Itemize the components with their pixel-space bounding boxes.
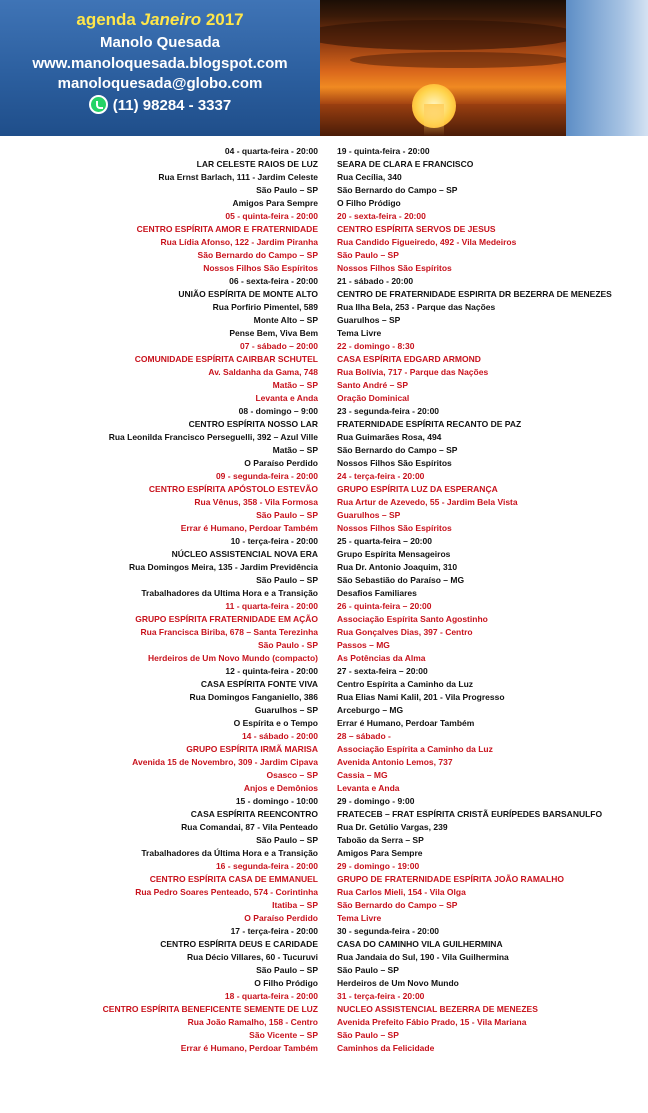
agenda-left-cell: 15 - domingo - 10:00	[235, 796, 318, 806]
agenda-left-cell: Av. Saldanha da Gama, 748	[208, 367, 318, 377]
agenda-right-cell: Rua Candido Figueiredo, 492 - Vila Medeiros	[337, 237, 517, 247]
agenda-right-cell: Cassia – MG	[337, 770, 388, 780]
agenda-left-cell: Matão – SP	[272, 380, 318, 390]
agenda-right-cell: Amigos Para Sempre	[337, 848, 423, 858]
agenda-right-cell: GRUPO DE FRATERNIDADE ESPÍRITA JOÃO RAMALHO	[337, 874, 564, 884]
agenda-row	[0, 990, 648, 1003]
agenda-left-cell: 17 - terça-feira - 20:00	[230, 926, 318, 936]
phone-line	[0, 95, 320, 114]
agenda-right-cell: São Paulo – SP	[337, 965, 399, 975]
agenda-left-cell: UNIÃO ESPÍRITA DE MONTE ALTO	[178, 289, 318, 299]
agenda-right-cell: Guarulhos – SP	[337, 510, 401, 520]
agenda-right-cell: Rua Guimarães Rosa, 494	[337, 432, 442, 442]
agenda-row	[0, 899, 648, 912]
agenda-row	[0, 366, 648, 379]
agenda-row	[0, 912, 648, 925]
agenda-row	[0, 509, 648, 522]
cloud-shape	[320, 20, 566, 50]
agenda-right-cell: Rua Jandaia do Sul, 190 - Vila Guilhermina	[337, 952, 509, 962]
agenda-right-cell: 29 - domingo - 19:00	[337, 861, 420, 871]
agenda-right-cell: Santo André – SP	[337, 380, 409, 390]
agenda-row	[0, 964, 648, 977]
agenda-row	[0, 314, 648, 327]
agenda-row	[0, 327, 648, 340]
agenda-row	[0, 171, 648, 184]
agenda-row	[0, 535, 648, 548]
agenda-row	[0, 678, 648, 691]
agenda-right-cell: Oração Dominical	[337, 393, 410, 403]
blog-url-link[interactable]: www.manoloquesada.blogspot.com	[32, 55, 288, 72]
agenda-row	[0, 665, 648, 678]
agenda-row	[0, 288, 648, 301]
agenda-row	[0, 795, 648, 808]
agenda-left-cell: Guarulhos – SP	[254, 705, 318, 715]
header-title	[0, 10, 320, 30]
agenda-row	[0, 561, 648, 574]
agenda-left-cell: São Paulo – SP	[256, 835, 318, 845]
agenda-right-cell: 21 - sábado - 20:00	[337, 276, 414, 286]
agenda-right-cell: Rua Dr. Antonio Joaquim, 310	[337, 562, 458, 572]
agenda-row	[0, 457, 648, 470]
agenda-row	[0, 353, 648, 366]
agenda-row	[0, 587, 648, 600]
agenda-row	[0, 704, 648, 717]
agenda-right-cell: Nossos Filhos São Espíritos	[337, 523, 452, 533]
agenda-left-cell: Levanta e Anda	[255, 393, 318, 403]
agenda-left-cell: 12 - quinta-feira - 20:00	[225, 666, 318, 676]
agenda-right-cell: Centro Espírita a Caminho da Luz	[337, 679, 474, 689]
agenda-left-cell: O Paraíso Perdido	[244, 458, 318, 468]
whatsapp-icon	[89, 95, 108, 114]
agenda-right-cell: São Sebastião do Paraíso – MG	[337, 575, 465, 585]
agenda-right-cell: Rua Bolívia, 717 - Parque das Nações	[337, 367, 489, 377]
agenda-row	[0, 769, 648, 782]
agenda-right-cell: Rua Cecília, 340	[337, 172, 402, 182]
agenda-row	[0, 431, 648, 444]
agenda-left-cell: LAR CELESTE RAIOS DE LUZ	[196, 159, 318, 169]
sunset-photo	[320, 0, 566, 136]
agenda-left-cell: CASA ESPÍRITA REENCONTRO	[190, 809, 318, 819]
sun-reflection	[424, 104, 444, 136]
agenda-row	[0, 808, 648, 821]
agenda-row	[0, 756, 648, 769]
agenda-right-cell: Errar é Humano, Perdoar Também	[337, 718, 475, 728]
agenda-row	[0, 1003, 648, 1016]
agenda-left-cell: CENTRO ESPÍRITA APÓSTOLO ESTEVÃO	[148, 484, 318, 494]
agenda-right-cell: Associação Espírita a Caminho da Luz	[337, 744, 493, 754]
agenda-right-cell: 30 - segunda-feira - 20:00	[337, 926, 440, 936]
agenda-left-cell: Rua João Ramalho, 158 - Centro	[187, 1017, 318, 1027]
agenda-left-cell: Rua Domingos Meira, 135 - Jardim Previdência	[129, 562, 318, 572]
agenda-left-cell: São Paulo – SP	[256, 510, 318, 520]
agenda-row	[0, 249, 648, 262]
agenda-left-cell: CENTRO ESPÍRITA BENEFICENTE SEMENTE DE LUZ	[102, 1004, 318, 1014]
agenda-left-cell: Trabalhadores da Última Hora e a Transição	[141, 848, 318, 858]
agenda-right-cell: 22 - domingo - 8:30	[337, 341, 415, 351]
agenda-right-cell: São Paulo – SP	[337, 250, 399, 260]
agenda-right-cell: 29 - domingo - 9:00	[337, 796, 415, 806]
agenda-left-cell: 09 - segunda-feira - 20:00	[215, 471, 318, 481]
agenda-left-cell: Matão – SP	[272, 445, 318, 455]
agenda-right-cell: As Potências da Alma	[337, 653, 426, 663]
agenda-row	[0, 639, 648, 652]
agenda-left-cell: O Filho Pródigo	[254, 978, 318, 988]
agenda-row	[0, 626, 648, 639]
agenda-left-cell: Itatiba – SP	[272, 900, 318, 910]
agenda-row	[0, 691, 648, 704]
agenda-row	[0, 860, 648, 873]
agenda-row	[0, 236, 648, 249]
agenda-left-cell: São Bernardo do Campo – SP	[197, 250, 318, 260]
agenda-right-cell: Rua Carlos Mieli, 154 - Vila Olga	[337, 887, 466, 897]
agenda-row	[0, 548, 648, 561]
agenda-right-cell: Tema Livre	[337, 328, 382, 338]
agenda-left-cell: Rua Francisca Biriba, 678 – Santa Terezinha	[140, 627, 318, 637]
agenda-row	[0, 743, 648, 756]
agenda-right-cell: Rua Ilha Bela, 253 - Parque das Nações	[337, 302, 496, 312]
agenda-row	[0, 522, 648, 535]
agenda-left-cell: Herdeiros de Um Novo Mundo (compacto)	[147, 653, 318, 663]
agenda-right-cell: 24 - terça-feira - 20:00	[337, 471, 425, 481]
agenda-row	[0, 873, 648, 886]
agenda-left-cell: 05 - quinta-feira - 20:00	[225, 211, 318, 221]
agenda-left-cell: Errar é Humano, Perdoar Também	[180, 523, 318, 533]
agenda-right-cell: Taboão da Serra – SP	[337, 835, 424, 845]
agenda-row	[0, 1016, 648, 1029]
agenda-row	[0, 496, 648, 509]
agenda-row	[0, 301, 648, 314]
agenda-row	[0, 145, 648, 158]
agenda-right-cell: FRATECEB – FRAT ESPÍRITA CRISTÃ EURÍPEDES BARSANULFO	[337, 809, 603, 819]
agenda-left-cell: GRUPO ESPÍRITA FRATERNIDADE EM AÇÃO	[135, 614, 318, 624]
agenda-right-cell: São Bernardo do Campo – SP	[337, 445, 458, 455]
agenda-right-cell: Rua Dr. Getúlio Vargas, 239	[337, 822, 448, 832]
agenda-right-cell: Passos – MG	[337, 640, 390, 650]
agenda-right-cell: 28 – sábado -	[337, 731, 391, 741]
agenda-row	[0, 262, 648, 275]
header-sky-panel	[566, 0, 648, 136]
agenda-left-cell: Rua Vênus, 358 - Vila Formosa	[194, 497, 318, 507]
agenda-row	[0, 405, 648, 418]
agenda-left-cell: 10 - terça-feira - 20:00	[230, 536, 318, 546]
agenda-right-cell: Nossos Filhos São Espíritos	[337, 263, 452, 273]
agenda-left-cell: Rua Lídia Afonso, 122 - Jardim Piranha	[160, 237, 318, 247]
phone-number: (11) 98284 - 3337	[112, 97, 232, 114]
agenda-row	[0, 652, 648, 665]
agenda-row	[0, 730, 648, 743]
agenda-row	[0, 158, 648, 171]
agenda-left-cell: Monte Alto – SP	[253, 315, 318, 325]
agenda-left-cell: 08 - domingo – 9:00	[238, 406, 318, 416]
agenda-right-cell: Grupo Espírita Mensageiros	[337, 549, 451, 559]
agenda-right-cell: 20 - sexta-feira - 20:00	[337, 211, 426, 221]
agenda-left-cell: CENTRO ESPÍRITA NOSSO LAR	[188, 419, 318, 429]
agenda-right-cell: Avenida Antonio Lemos, 737	[337, 757, 453, 767]
agenda-left-cell: 14 - sábado - 20:00	[241, 731, 318, 741]
agenda-left-cell: CENTRO ESPÍRITA AMOR E FRATERNIDADE	[136, 224, 318, 234]
title-month: Janeiro	[140, 10, 202, 29]
agenda-right-cell: Guarulhos – SP	[337, 315, 401, 325]
agenda-left-cell: Rua Pedro Soares Penteado, 574 - Corintinha	[135, 887, 318, 897]
agenda-row	[0, 574, 648, 587]
agenda-row	[0, 613, 648, 626]
agenda-row	[0, 483, 648, 496]
agenda-left-cell: São Paulo - SP	[258, 640, 318, 650]
agenda-left-cell: Rua Comandai, 87 - Vila Penteado	[181, 822, 318, 832]
agenda-left-cell: Amigos Para Sempre	[232, 198, 318, 208]
agenda-row	[0, 886, 648, 899]
agenda-left-cell: 07 - sábado – 20:00	[240, 341, 318, 351]
agenda-left-cell: CENTRO ESPÍRITA CASA DE EMMANUEL	[149, 874, 318, 884]
agenda-left-cell: Rua Ernst Barlach, 111 - Jardim Celeste	[158, 172, 318, 182]
agenda-right-cell: CASA ESPÍRITA EDGARD ARMOND	[337, 354, 481, 364]
agenda-right-cell: Rua Gonçalves Dias, 397 - Centro	[337, 627, 473, 637]
agenda-right-cell: 27 - sexta-feira – 20:00	[337, 666, 428, 676]
agenda-left-cell: 16 - segunda-feira - 20:00	[215, 861, 318, 871]
agenda-row	[0, 392, 648, 405]
agenda-right-cell: Desafios Familiares	[337, 588, 417, 598]
agenda-left-cell: Errar é Humano, Perdoar Também	[180, 1043, 318, 1053]
header-banner	[0, 0, 648, 136]
agenda-right-cell: Arceburgo – MG	[337, 705, 404, 715]
agenda-row	[0, 847, 648, 860]
agenda-right-cell: CASA DO CAMINHO VILA GUILHERMINA	[337, 939, 503, 949]
agenda-left-cell: Rua Porfirio Pimentel, 589	[212, 302, 318, 312]
agenda-row	[0, 210, 648, 223]
agenda-row	[0, 925, 648, 938]
agenda-row	[0, 717, 648, 730]
agenda-row	[0, 197, 648, 210]
agenda-row	[0, 977, 648, 990]
agenda-left-cell: Avenida 15 de Novembro, 309 - Jardim Cipava	[132, 757, 318, 767]
agenda-left-cell: O Paraíso Perdido	[244, 913, 318, 923]
agenda-left-cell: CASA ESPÍRITA FONTE VIVA	[200, 679, 318, 689]
agenda-row	[0, 821, 648, 834]
agenda-left-cell: São Paulo – SP	[256, 965, 318, 975]
agenda-right-cell: 31 - terça-feira - 20:00	[337, 991, 425, 1001]
author-name: Manolo Quesada	[99, 34, 221, 51]
agenda-left-cell: Rua Leonilda Francisco Perseguelli, 392 – Azul Ville	[108, 432, 318, 442]
agenda-left-cell: Rua Décio Villares, 60 - Tucuruvi	[186, 952, 318, 962]
agenda-left-cell: 11 - quarta-feira - 20:00	[225, 601, 318, 611]
agenda-right-cell: Rua Artur de Azevedo, 55 - Jardim Bela Vista	[337, 497, 518, 507]
agenda-row	[0, 340, 648, 353]
agenda-right-cell: NUCLEO ASSISTENCIAL BEZERRA DE MENEZES	[337, 1004, 538, 1014]
agenda-right-cell: SEARA DE CLARA E FRANCISCO	[337, 159, 474, 169]
agenda-right-cell: Nossos Filhos São Espíritos	[337, 458, 452, 468]
agenda-row	[0, 470, 648, 483]
agenda-left-cell: 18 - quarta-feira - 20:00	[224, 991, 318, 1001]
agenda-row	[0, 951, 648, 964]
agenda-right-cell: 26 - quinta-feira – 20:00	[337, 601, 432, 611]
agenda-right-cell: Tema Livre	[337, 913, 382, 923]
agenda-left-cell: 06 - sexta-feira - 20:00	[229, 276, 318, 286]
cloud-shape	[350, 52, 566, 68]
agenda-right-cell: Caminhos da Felicidade	[337, 1043, 435, 1053]
agenda-left-cell: CENTRO ESPÍRITA DEUS E CARIDADE	[160, 939, 318, 949]
agenda-left-cell: NÚCLEO ASSISTENCIAL NOVA ERA	[171, 549, 318, 559]
agenda-right-cell: São Bernardo do Campo – SP	[337, 185, 458, 195]
agenda-row	[0, 379, 648, 392]
agenda-left-cell: Nossos Filhos São Espíritos	[203, 263, 318, 273]
agenda-row	[0, 223, 648, 236]
agenda-right-cell: Herdeiros de Um Novo Mundo	[337, 978, 459, 988]
agenda-row	[0, 834, 648, 847]
agenda-right-cell: GRUPO ESPÍRITA LUZ DA ESPERANÇA	[337, 484, 498, 494]
agenda-row	[0, 184, 648, 197]
agenda-right-cell: Levanta e Anda	[337, 783, 400, 793]
agenda-right-cell: CENTRO DE FRATERNIDADE ESPIRITA DR BEZERRA DE MENEZES	[337, 289, 612, 299]
agenda-left-cell: Rua Domingos Fanganiello, 386	[189, 692, 318, 702]
agenda-right-cell: FRATERNIDADE ESPÍRITA RECANTO DE PAZ	[337, 419, 522, 429]
agenda-right-cell: 19 - quinta-feira - 20:00	[337, 146, 430, 156]
agenda-left-cell: GRUPO ESPÍRITA IRMÃ MARISA	[186, 744, 318, 754]
agenda-left-cell: Anjos e Demônios	[243, 783, 318, 793]
agenda-row	[0, 600, 648, 613]
agenda-right-cell: Rua Elias Nami Kalil, 201 - Vila Progresso	[337, 692, 505, 702]
agenda-left-cell: São Vicente – SP	[249, 1030, 318, 1040]
agenda-left-cell: 04 - quarta-feira - 20:00	[224, 146, 318, 156]
agenda-right-cell: Avenida Prefeito Fábio Prado, 15 - Vila Mariana	[337, 1017, 527, 1027]
agenda-left-cell: O Espírita e o Tempo	[233, 718, 318, 728]
agenda-right-cell: O Filho Pródigo	[337, 198, 401, 208]
agenda-row	[0, 275, 648, 288]
agenda-right-cell: São Paulo – SP	[337, 1030, 399, 1040]
agenda-left-cell: São Paulo – SP	[256, 185, 318, 195]
agenda-row	[0, 938, 648, 951]
agenda-row	[0, 782, 648, 795]
agenda-right-cell: São Bernardo do Campo – SP	[337, 900, 458, 910]
agenda-row	[0, 444, 648, 457]
agenda-left-cell: COMUNIDADE ESPÍRITA CAIRBAR SCHUTEL	[134, 354, 318, 364]
agenda-left-cell: Trabalhadores da Ultima Hora e a Transição	[141, 588, 318, 598]
agenda-right-cell: 23 - segunda-feira - 20:00	[337, 406, 440, 416]
agenda-left-cell: São Paulo – SP	[256, 575, 318, 585]
agenda-left-cell: Pense Bem, Viva Bem	[229, 328, 318, 338]
agenda-right-cell: CENTRO ESPÍRITA SERVOS DE JESUS	[337, 224, 496, 234]
agenda-right-cell: 25 - quarta-feira – 20:00	[337, 536, 432, 546]
agenda-left-cell: Osasco – SP	[266, 770, 318, 780]
title-prefix: agenda	[76, 10, 141, 29]
agenda-row	[0, 418, 648, 431]
agenda-right-cell: Associação Espírita Santo Agostinho	[337, 614, 488, 624]
agenda-row	[0, 1029, 648, 1042]
email-link[interactable]: manoloquesada@globo.com	[57, 75, 263, 92]
agenda-row	[0, 1042, 648, 1055]
title-year: 2017	[201, 10, 244, 29]
